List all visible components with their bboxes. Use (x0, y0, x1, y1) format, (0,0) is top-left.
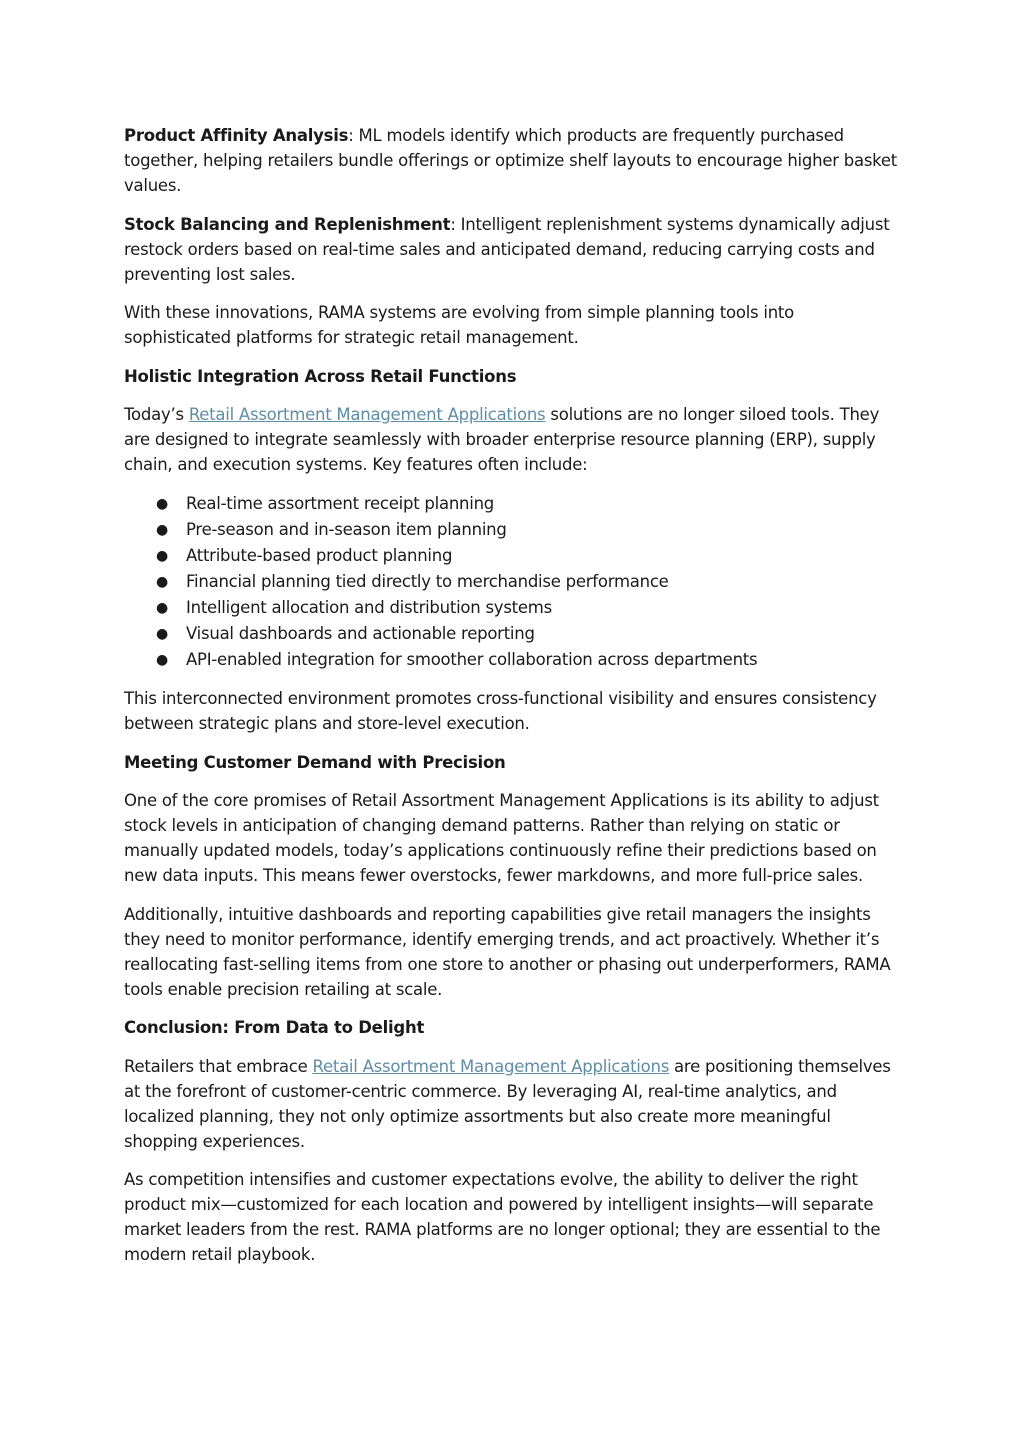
feature-text: Visual dashboards and actionable reporting (186, 623, 535, 643)
conclusion-p1-after: are positioning themselves at the forefront of customer-centric commerce. By leveraging AI, real-time analytics, and localized planning, they not only optimize assortments but also create more meaningful shopping experiences. (124, 1056, 891, 1151)
feature-list-item (124, 543, 900, 569)
holistic-intro (124, 402, 900, 477)
stock-paragraph (124, 212, 900, 287)
feature-list-item (124, 621, 900, 647)
demand-heading: Meeting Customer Demand with Precision (124, 752, 506, 772)
feature-list-item (124, 595, 900, 621)
holistic-heading: Holistic Integration Across Retail Functions (124, 366, 517, 386)
conclusion-p1-before: Retailers that embrace (124, 1056, 313, 1076)
feature-text: Financial planning tied directly to merchandise performance (186, 571, 669, 591)
feature-text: API-enabled integration for smoother collaboration across departments (186, 649, 758, 669)
holistic-intro-before: Today’s (124, 405, 189, 424)
bullet-icon: ● (156, 495, 168, 512)
affinity-text: : ML models identify which products are frequently purchased together, helping retailers bundle offerings or optimize shelf layouts to encourage higher basket values. (124, 126, 898, 195)
holistic-intro-after: solutions are no longer siloed tools. They are designed to integrate seamlessly with broader enterprise resource planning (ERP), supply chain, and execution systems. Key features often include: (124, 405, 880, 474)
bullet-icon: ● (156, 573, 168, 590)
feature-text: Real-time assortment receipt planning (186, 493, 495, 513)
bullet-icon: ● (156, 521, 168, 538)
feature-list-item (124, 517, 900, 543)
conclusion-heading: Conclusion: From Data to Delight (124, 1018, 425, 1037)
bullet-icon: ● (156, 651, 168, 668)
affinity-paragraph (124, 123, 900, 198)
feature-text: Attribute-based product planning (186, 545, 453, 565)
conclusion-paragraph-2: As competition intensifies and customer expectations evolve, the ability to deliver the right product mix—customized for each location and powered by intelligent insights—will separate market leaders from the rest. RAMA platforms are no longer optional; they are essential to the modern retail playbook. (124, 1170, 881, 1264)
bullet-icon: ● (156, 625, 168, 642)
feature-list-item (124, 491, 900, 517)
demand-paragraph-2: Additionally, intuitive dashboards and reporting capabilities give retail managers the insights they need to monitor performance, identify emerging trends, and act proactively. Whether it’s reallocating fast-selling items from one store to another or phasing out underperformers, RAMA tools enable precision retailing at scale. (124, 904, 891, 999)
stock-text: : Intelligent replenishment systems dynamically adjust restock orders based on real-time sales and anticipated demand, reducing carrying costs and preventing lost sales. (124, 214, 890, 284)
affinity-term: Product Affinity Analysis (124, 126, 349, 145)
holistic-outro: This interconnected environment promotes cross-functional visibility and ensures consistency between strategic plans and store-level execution. (124, 689, 877, 733)
stock-term: Stock Balancing and Replenishment (124, 214, 451, 234)
innovations-paragraph: With these innovations, RAMA systems are evolving from simple planning tools into sophisticated platforms for strategic retail management. (124, 303, 794, 347)
feature-list (124, 491, 900, 673)
rama-link-2[interactable]: Retail Assortment Management Applications (312, 1056, 670, 1076)
bullet-icon: ● (156, 547, 168, 564)
feature-list-item (124, 647, 900, 673)
feature-list-item (124, 569, 900, 595)
conclusion-paragraph-1 (124, 1054, 900, 1154)
rama-link-1[interactable]: Retail Assortment Management Applications (188, 405, 546, 424)
feature-text: Intelligent allocation and distribution systems (186, 597, 552, 617)
document-page (124, 123, 900, 1281)
demand-paragraph-1: One of the core promises of Retail Assortment Management Applications is its ability to adjust stock levels in anticipation of changing demand patterns. Rather than relying on static or manually updated models, today’s applications continuously refine their predictions based on new data inputs. This means fewer overstocks, fewer markdowns, and more full-price sales. (124, 791, 879, 885)
feature-text: Pre-season and in-season item planning (186, 519, 507, 539)
bullet-icon: ● (156, 599, 168, 616)
